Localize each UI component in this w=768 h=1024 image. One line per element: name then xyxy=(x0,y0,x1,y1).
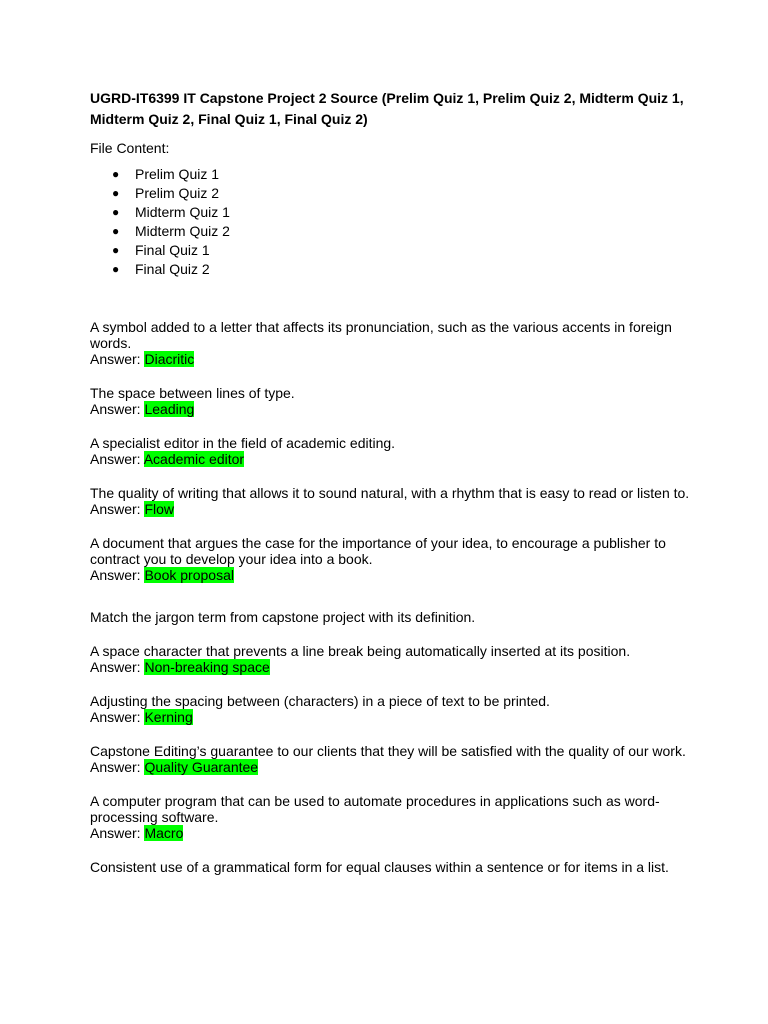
answer-highlight: Non-breaking space xyxy=(144,659,270,675)
document-title: UGRD-IT6399 IT Capstone Project 2 Source (Prelim Quiz 1, Prelim Quiz 2, Midterm Quiz 1, Midterm Quiz 2, Final Quiz 1, Final Quiz 2) xyxy=(90,90,684,127)
answer-line xyxy=(90,501,690,517)
list-item-label: Prelim Quiz 1 xyxy=(135,166,220,182)
answer-label: Answer: xyxy=(90,567,145,583)
list-item xyxy=(90,184,690,203)
answer-highlight: Macro xyxy=(144,825,184,841)
answer-highlight: Academic editor xyxy=(143,451,245,467)
bullet-icon: ● xyxy=(112,205,120,219)
bullet-icon: ● xyxy=(112,243,120,257)
question-block xyxy=(90,385,690,417)
answer-label: Answer: xyxy=(90,709,145,725)
answer-label: Answer: xyxy=(90,759,145,775)
answer-label: Answer: xyxy=(90,451,144,467)
file-content-label: File Content: xyxy=(90,140,170,156)
question-block xyxy=(90,535,690,583)
answer-label: Answer: xyxy=(90,351,145,367)
list-item xyxy=(90,260,690,279)
answer-line xyxy=(90,825,690,841)
answer-highlight: Flow xyxy=(144,501,175,517)
question-block xyxy=(90,793,690,841)
answer-line xyxy=(90,401,690,417)
question-block xyxy=(90,859,690,875)
list-item-label: Final Quiz 2 xyxy=(135,261,210,277)
question-block xyxy=(90,319,690,367)
question-text: The space between lines of type. xyxy=(90,385,295,401)
bullet-icon: ● xyxy=(112,167,120,181)
answer-highlight: Diacritic xyxy=(144,351,195,367)
answer-label: Answer: xyxy=(90,501,145,517)
question-text: Capstone Editing’s guarantee to our clients that they will be satisfied with the quality of our work. xyxy=(90,743,686,759)
list-item-label: Midterm Quiz 1 xyxy=(135,204,230,220)
answer-line xyxy=(90,351,690,367)
question-text: Adjusting the spacing between (characters) in a piece of text to be printed. xyxy=(90,693,550,709)
question-block xyxy=(90,485,690,517)
bullet-icon: ● xyxy=(112,186,120,200)
answer-line xyxy=(90,659,690,675)
question-text: A space character that prevents a line break being automatically inserted at its position. xyxy=(90,643,631,659)
answer-highlight: Leading xyxy=(144,401,195,417)
answer-highlight: Quality Guarantee xyxy=(144,759,259,775)
question-text: A computer program that can be used to automate procedures in applications such as word-processing software. xyxy=(90,793,660,825)
document-page xyxy=(90,88,690,893)
instruction-text: Match the jargon term from capstone project with its definition. xyxy=(90,609,476,625)
section-instruction xyxy=(90,609,690,625)
answer-label: Answer: xyxy=(90,825,145,841)
question-list xyxy=(90,319,690,875)
list-item xyxy=(90,165,690,184)
answer-highlight: Kerning xyxy=(144,709,193,725)
question-text: Consistent use of a grammatical form for equal clauses within a sentence or for items in a list. xyxy=(90,859,669,875)
answer-line xyxy=(90,567,690,583)
file-content-list xyxy=(90,165,690,279)
question-block xyxy=(90,743,690,775)
question-text: The quality of writing that allows it to sound natural, with a rhythm that is easy to read or listen to. xyxy=(90,485,690,501)
question-block xyxy=(90,643,690,675)
question-text: A symbol added to a letter that affects its pronunciation, such as the various accents in foreign words. xyxy=(90,319,672,351)
bullet-icon: ● xyxy=(112,224,120,238)
answer-line xyxy=(90,709,690,725)
answer-highlight: Book proposal xyxy=(144,567,234,583)
list-item xyxy=(90,203,690,222)
list-item-label: Prelim Quiz 2 xyxy=(135,185,220,201)
question-text: A specialist editor in the field of academic editing. xyxy=(90,435,396,451)
answer-label: Answer: xyxy=(90,659,145,675)
answer-line xyxy=(90,759,690,775)
list-item-label: Midterm Quiz 2 xyxy=(135,223,230,239)
list-item xyxy=(90,241,690,260)
question-block xyxy=(90,693,690,725)
question-block xyxy=(90,435,690,467)
answer-label: Answer: xyxy=(90,401,145,417)
question-text: A document that argues the case for the importance of your idea, to encourage a publisher to contract you to develop your idea into a book. xyxy=(90,535,666,567)
answer-line xyxy=(90,451,690,467)
bullet-icon: ● xyxy=(112,262,120,276)
list-item xyxy=(90,222,690,241)
list-item-label: Final Quiz 1 xyxy=(135,242,210,258)
